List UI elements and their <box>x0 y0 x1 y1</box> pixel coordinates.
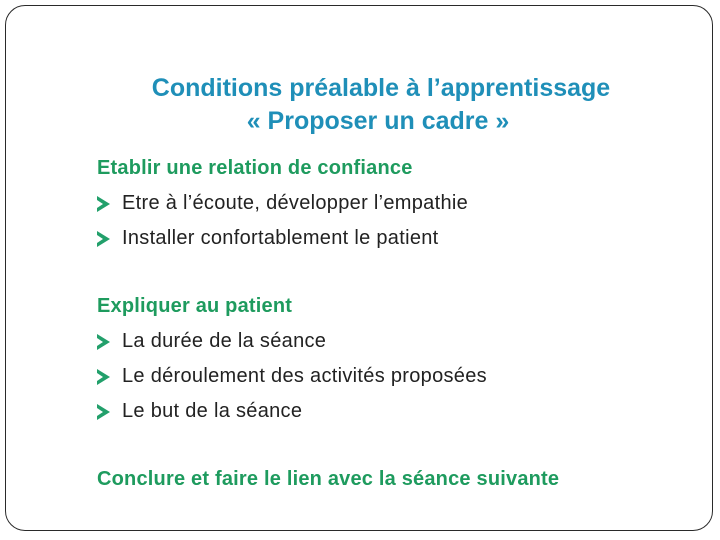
bullet-text: La durée de la séance <box>122 330 327 352</box>
title-line-1: Conditions préalable à l’apprentissage <box>151 74 611 102</box>
slide-title <box>6 72 712 138</box>
section-relation-confiance <box>97 151 697 256</box>
section-heading: Conclure et faire le lien avec la séance suivante <box>97 468 560 490</box>
bullet-item <box>97 394 697 429</box>
bullet-item <box>97 186 697 221</box>
slide-frame <box>5 5 713 531</box>
title-line-2: « Proposer un cadre » <box>246 107 510 135</box>
arrowhead-bullet-icon <box>97 404 110 420</box>
bullet-item <box>97 221 697 256</box>
bullet-item <box>97 359 697 394</box>
arrowhead-bullet-icon <box>97 231 110 247</box>
section-conclure <box>97 462 697 497</box>
bullet-text: Installer confortablement le patient <box>122 227 439 249</box>
section-heading: Etablir une relation de confiance <box>97 157 413 179</box>
section-heading: Expliquer au patient <box>97 295 293 317</box>
bullet-text: Etre à l’écoute, développer l’empathie <box>122 192 469 214</box>
arrowhead-bullet-icon <box>97 334 110 350</box>
bullet-text: Le but de la séance <box>122 400 303 422</box>
arrowhead-bullet-icon <box>97 196 110 212</box>
section-expliquer-patient <box>97 289 697 429</box>
bullet-text: Le déroulement des activités proposées <box>122 365 487 387</box>
bullet-item <box>97 324 697 359</box>
arrowhead-bullet-icon <box>97 369 110 385</box>
